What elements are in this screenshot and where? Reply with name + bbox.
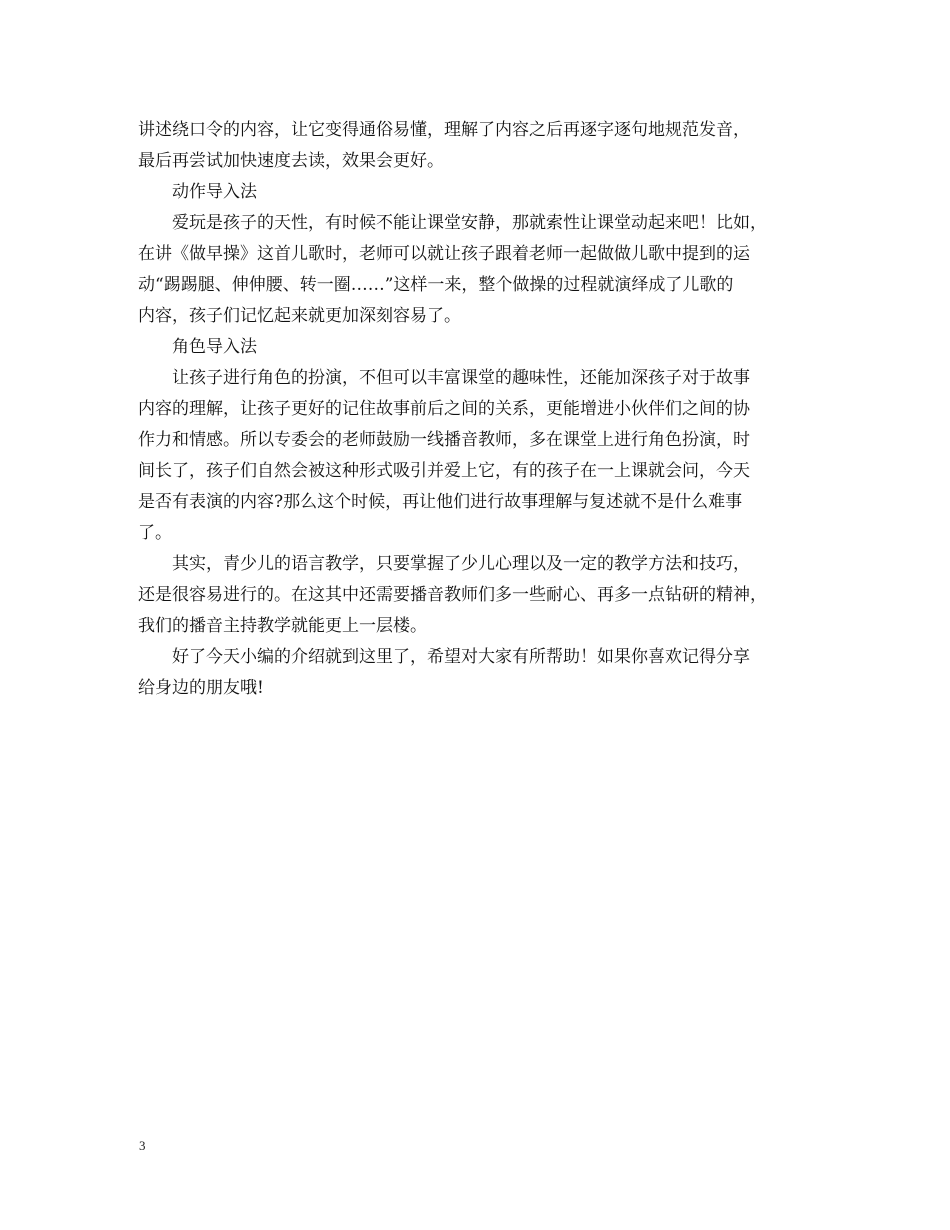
paragraph-role-method [138,363,828,549]
heading-text: 角色导入法 [172,337,257,357]
text-line: 内容的理解，让孩子更好的记住故事前后之间的关系，更能增进小伙伴们之间的协 [138,399,750,419]
paragraph-summary [138,549,828,642]
text-line: 爱玩是孩子的天性，有时候不能让课堂安静，那就索性让课堂动起来吧！比如， [172,213,767,233]
text-line: 动“踢踢腿、伸伸腰、转一圈……”这样一来，整个做操的过程就演绎成了儿歌的 [138,275,734,295]
text-line: 了。 [138,523,172,543]
text-line: 间长了，孩子们自然会被这种形式吸引并爱上它，有的孩子在一上课就会问，今天 [138,461,750,481]
text-line: 内容，孩子们记忆起来就更加深刻容易了。 [138,306,461,326]
text-line: 还是很容易进行的。在这其中还需要播音教师们多一些耐心、再多一点钻研的精神， [138,585,767,605]
paragraph-action-method [138,208,828,332]
text-line: 作力和情感。所以专委会的老师鼓励一线播音教师，多在课堂上进行角色扮演，时 [138,430,750,450]
document-body [138,115,828,704]
text-line: 我们的播音主持教学就能更上一层楼。 [138,616,427,636]
text-line: 在讲《做早操》这首儿歌时，老师可以就让孩子跟着老师一起做做儿歌中提到的运 [138,244,750,264]
text-line: 讲述绕口令的内容，让它变得通俗易懂，理解了内容之后再逐字逐句地规范发音， [138,120,750,140]
page-number: 3 [139,1138,146,1153]
section-heading-role-method [138,332,828,363]
text-line: 让孩子进行角色的扮演，不但可以丰富课堂的趣味性，还能加深孩子对于故事 [172,368,750,388]
paragraph-closing [138,642,828,704]
heading-text: 动作导入法 [172,182,257,202]
text-line: 其实，青少儿的语言教学，只要掌握了少儿心理以及一定的教学方法和技巧， [172,554,750,574]
text-line: 最后再尝试加快速度去读，效果会更好。 [138,151,444,171]
section-heading-action-method [138,177,828,208]
paragraph-intro-continued [138,115,828,177]
text-line: 好了今天小编的介绍就到这里了，希望对大家有所帮助！如果你喜欢记得分享 [172,647,750,667]
text-line: 给身边的朋友哦! [138,678,264,698]
text-line: 是否有表演的内容?那么这个时候，再让他们进行故事理解与复述就不是什么难事 [138,492,743,512]
